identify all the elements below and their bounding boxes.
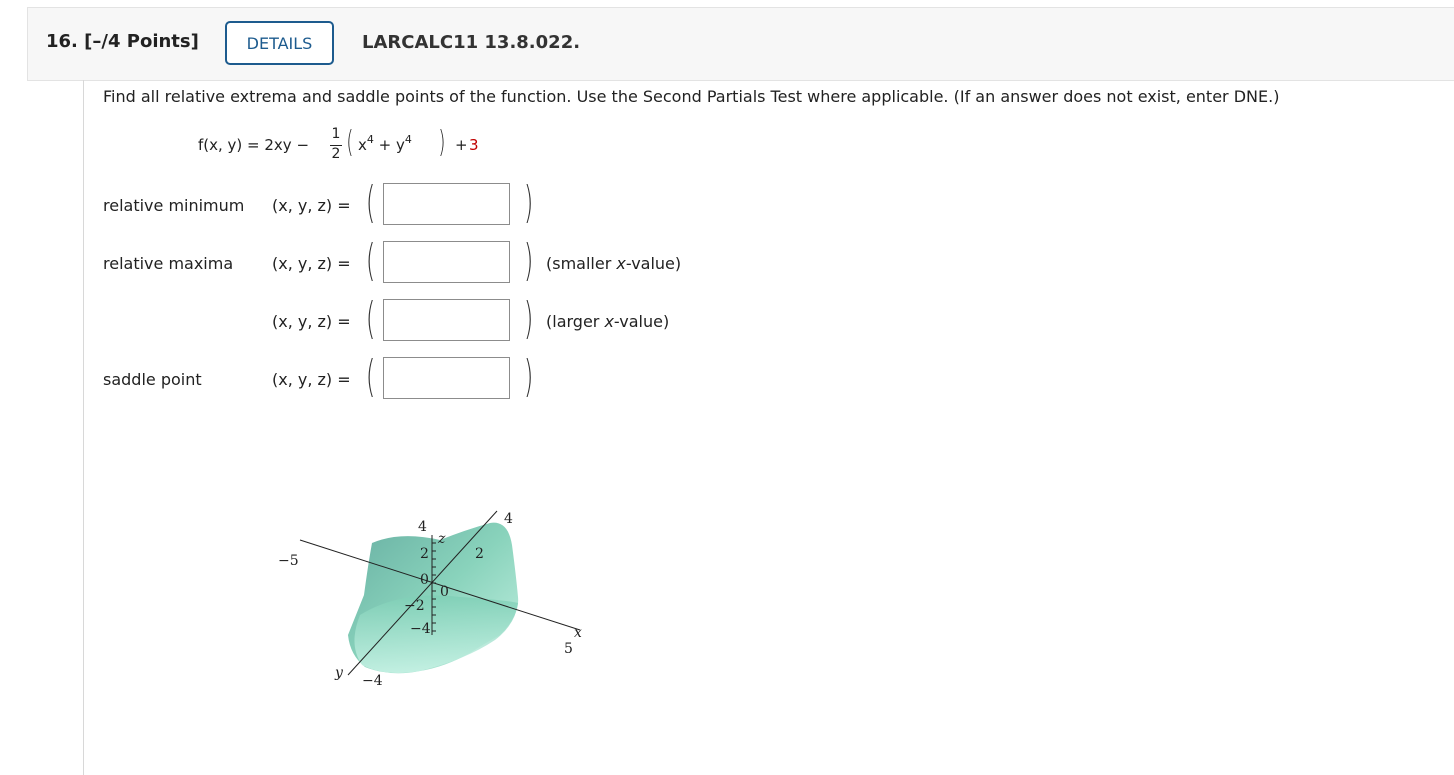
fraction-denominator: 2 — [331, 146, 341, 162]
x-axis-label: x — [574, 625, 582, 641]
close-paren: ) — [523, 177, 534, 228]
paren-open: ( — [346, 125, 354, 160]
z-m2-label: −2 — [404, 598, 425, 614]
open-paren: ( — [365, 177, 376, 228]
xyz-label: (x, y, z) = — [272, 370, 351, 389]
surface-graph-svg — [260, 495, 600, 695]
z-axis-label: z — [438, 531, 446, 547]
y-neg-label: −4 — [362, 673, 383, 689]
question-number-points — [46, 31, 199, 52]
x-term: x — [358, 136, 367, 154]
close-paren: ) — [523, 293, 534, 344]
question-points: [–/4 Points] — [84, 31, 199, 52]
paren-close: ) — [438, 125, 446, 160]
relative-minimum-input[interactable] — [383, 183, 510, 225]
relative-maximum-larger-input[interactable] — [383, 299, 510, 341]
problem-id: LARCALC11 13.8.022. — [362, 32, 581, 53]
content-divider — [83, 80, 84, 775]
relative-maximum-smaller-input[interactable] — [383, 241, 510, 283]
question-number: 16. — [46, 31, 78, 52]
y-0-label: 0 — [440, 584, 449, 600]
y-exponent: 4 — [404, 133, 412, 146]
function-lhs: f(x, y) = 2xy − — [198, 136, 310, 154]
open-paren: ( — [365, 235, 376, 286]
open-paren: ( — [365, 293, 376, 344]
x-pos-label: 5 — [564, 641, 573, 657]
x-exponent: 4 — [366, 133, 374, 146]
relative-maxima-label: relative maxima — [103, 254, 234, 273]
close-paren: ) — [523, 351, 534, 402]
details-button[interactable]: DETAILS — [225, 21, 334, 65]
smaller-x-note: (smaller x-value) — [546, 254, 682, 273]
larger-x-note: (larger x-value) — [546, 312, 670, 331]
x-neg-label: −5 — [278, 553, 299, 569]
surface-lower — [354, 595, 518, 673]
open-paren: ( — [365, 351, 376, 402]
saddle-point-label: saddle point — [103, 370, 202, 389]
power-sum — [358, 133, 412, 154]
z-4-label: 4 — [418, 519, 427, 535]
z-2-label: 2 — [420, 546, 429, 562]
xyz-label: (x, y, z) = — [272, 254, 351, 273]
y-2-label: 2 — [475, 546, 484, 562]
close-paren: ) — [523, 235, 534, 286]
relative-minimum-label: relative minimum — [103, 196, 245, 215]
y-pos-label: 4 — [504, 511, 513, 527]
instructions-text: Find all relative extrema and saddle points of the function. Use the Second Partials Test where applicable. (If an answer does not exist, enter DNE.) — [103, 87, 1280, 106]
constant-term: 3 — [469, 136, 479, 154]
y-term: y — [396, 136, 405, 154]
xyz-label: (x, y, z) = — [272, 196, 351, 215]
fraction-numerator: 1 — [331, 126, 341, 142]
z-m4-label: −4 — [410, 621, 431, 637]
tail-plus: + — [455, 136, 468, 154]
z-0-label: 0 — [420, 572, 429, 588]
plus-sign: + — [373, 136, 396, 154]
saddle-point-input[interactable] — [383, 357, 510, 399]
xyz-label: (x, y, z) = — [272, 312, 351, 331]
y-axis-label: y — [335, 665, 343, 681]
surface-graph — [260, 495, 600, 695]
